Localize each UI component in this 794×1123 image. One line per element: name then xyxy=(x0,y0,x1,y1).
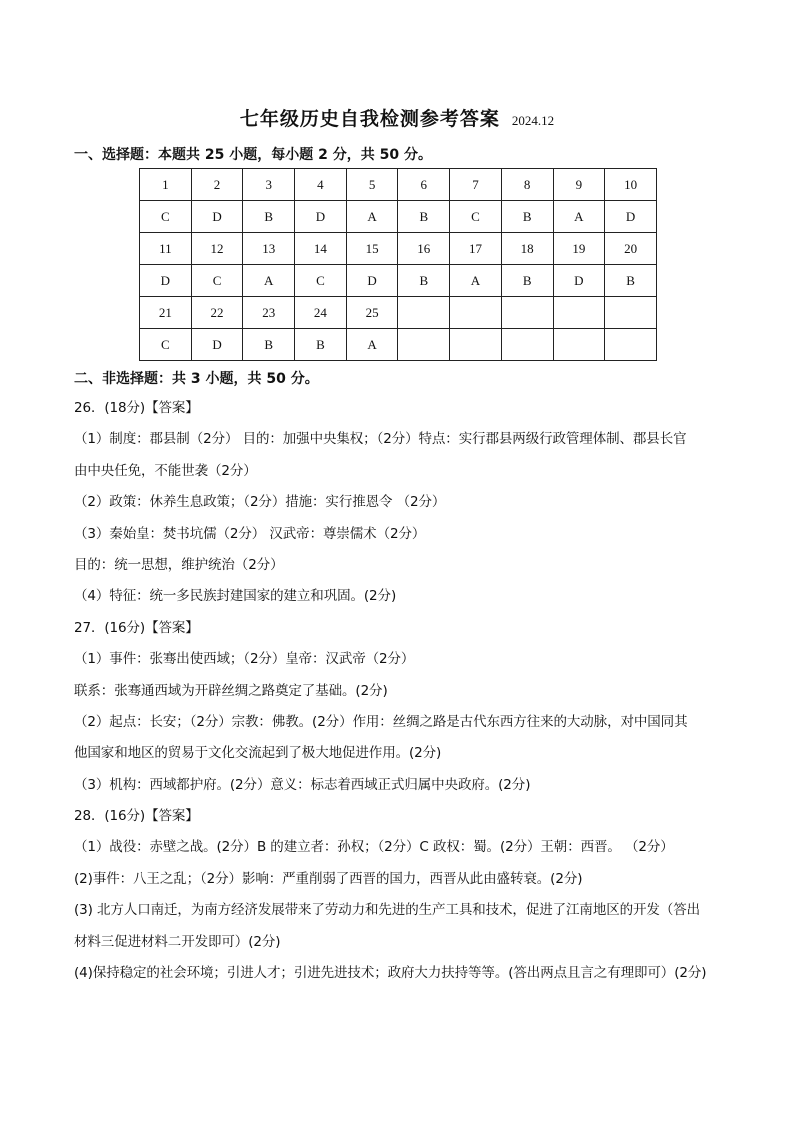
title-date: 2024.12 xyxy=(511,113,555,128)
table-cell: B xyxy=(501,201,553,233)
answer-line: （1）战役：赤壁之战。(2分）B 的建立者：孙权；（2分）C 政权：蜀。(2分）王朝：西晋。 （2分） xyxy=(74,839,674,856)
answer-line: (3) 北方人口南迁，为南方经济发展带来了劳动力和先进的生产工具和技术，促进了江南地区的开发（答出 xyxy=(74,902,701,919)
table-cell xyxy=(398,297,450,329)
table-cell: 18 xyxy=(501,233,553,265)
table-cell: 24 xyxy=(295,297,347,329)
table-cell: D xyxy=(295,201,347,233)
table-cell: 16 xyxy=(398,233,450,265)
page-title xyxy=(0,104,794,131)
table-cell: D xyxy=(140,265,192,297)
table-cell: D xyxy=(553,265,605,297)
table-cell: B xyxy=(243,329,295,361)
table-row xyxy=(140,265,657,297)
table-cell: 25 xyxy=(346,297,398,329)
table-cell: 22 xyxy=(191,297,243,329)
table-cell: 12 xyxy=(191,233,243,265)
table-cell: 11 xyxy=(140,233,192,265)
table-row xyxy=(140,297,657,329)
answer-line: (2)事件：八王之乱；（2分）影响：严重削弱了西晋的国力，西晋从此由盛转衰。(2分) xyxy=(74,870,583,887)
table-cell: A xyxy=(450,265,502,297)
answer-line: (4)保持稳定的社会环境；引进人才；引进先进技术；政府大力扶持等等。(答出两点且言之有理即可）(2分) xyxy=(74,965,707,982)
table-cell xyxy=(605,297,657,329)
table-cell: C xyxy=(295,265,347,297)
table-cell: 14 xyxy=(295,233,347,265)
table-row xyxy=(140,169,657,201)
table-cell: 21 xyxy=(140,297,192,329)
table-cell xyxy=(501,297,553,329)
table-cell: B xyxy=(398,265,450,297)
table-cell: A xyxy=(346,329,398,361)
answer-lines xyxy=(74,393,734,989)
table-cell: 3 xyxy=(243,169,295,201)
answer-line: 目的：统一思想，维护统治（2分） xyxy=(74,556,284,573)
table-cell: B xyxy=(501,265,553,297)
answer-line: 由中央任免，不能世袭（2分） xyxy=(74,462,257,479)
table-row xyxy=(140,201,657,233)
table-cell: 23 xyxy=(243,297,295,329)
table-cell: 15 xyxy=(346,233,398,265)
answer-line: （4）特征：统一多民族封建国家的建立和巩固。(2分) xyxy=(74,588,397,605)
table-cell: B xyxy=(295,329,347,361)
table-cell xyxy=(450,297,502,329)
answer-line: 26．(18分)【答案】 xyxy=(74,400,199,416)
answer-line: （3）机构：西域都护府。(2分）意义：标志着西域正式归属中央政府。(2分) xyxy=(74,776,531,793)
answer-line: （2）政策：休养生息政策；（2分）措施：实行推恩令 （2分） xyxy=(74,494,446,511)
answer-line: （1）事件：张骞出使西域；（2分）皇帝：汉武帝（2分） xyxy=(74,651,415,668)
table-cell: A xyxy=(243,265,295,297)
table-cell xyxy=(450,329,502,361)
table-cell: 4 xyxy=(295,169,347,201)
table-cell xyxy=(501,329,553,361)
table-cell: C xyxy=(450,201,502,233)
table-cell: 5 xyxy=(346,169,398,201)
table-cell: A xyxy=(346,201,398,233)
table-cell: C xyxy=(140,201,192,233)
table-cell: 2 xyxy=(191,169,243,201)
table-cell: 7 xyxy=(450,169,502,201)
answer-line: 材料三促进材料二开发即可）(2分) xyxy=(74,933,281,950)
table-row xyxy=(140,233,657,265)
table-cell: A xyxy=(553,201,605,233)
table-cell: B xyxy=(243,201,295,233)
section-2-heading: 二、非选择题：共 3 小题，共 50 分。 xyxy=(74,371,319,387)
table-cell: 20 xyxy=(605,233,657,265)
table-cell: D xyxy=(346,265,398,297)
answer-line: 他国家和地区的贸易于文化交流起到了极大地促进作用。(2分) xyxy=(74,745,442,762)
title-text: 七年级历史自我检测参考答案 xyxy=(239,108,500,130)
table-cell: B xyxy=(398,201,450,233)
table-cell: 13 xyxy=(243,233,295,265)
table-cell xyxy=(553,329,605,361)
table-cell: 10 xyxy=(605,169,657,201)
table-row xyxy=(140,329,657,361)
answer-line: （1）制度：郡县制（2分） 目的：加强中央集权；（2分）特点：实行郡县两级行政管理体制、郡县长官 xyxy=(74,431,687,448)
table-cell: 8 xyxy=(501,169,553,201)
answer-table xyxy=(139,168,657,361)
answer-line: （3）秦始皇：焚书坑儒（2分） 汉武帝：尊崇儒术（2分） xyxy=(74,525,426,542)
answer-line: 28．(16分)【答案】 xyxy=(74,808,199,825)
table-cell: D xyxy=(191,201,243,233)
table-cell: D xyxy=(605,201,657,233)
table-cell: 19 xyxy=(553,233,605,265)
table-cell xyxy=(553,297,605,329)
table-cell: 1 xyxy=(140,169,192,201)
table-cell: 9 xyxy=(553,169,605,201)
section-1-heading: 一、选择题：本题共 25 小题，每小题 2 分，共 50 分。 xyxy=(74,147,432,163)
table-cell: B xyxy=(605,265,657,297)
answer-line: 联系：张骞通西域为开辟丝绸之路奠定了基础。(2分) xyxy=(74,682,388,699)
table-cell: C xyxy=(140,329,192,361)
answer-line: 27．(16分)【答案】 xyxy=(74,619,199,636)
table-cell xyxy=(605,329,657,361)
table-cell: D xyxy=(191,329,243,361)
table-cell: C xyxy=(191,265,243,297)
answer-line: （2）起点：长安；（2分）宗教：佛教。(2分）作用：丝绸之路是古代东西方往来的大动脉，对中国同其 xyxy=(74,713,688,730)
table-cell xyxy=(398,329,450,361)
table-cell: 6 xyxy=(398,169,450,201)
table-cell: 17 xyxy=(450,233,502,265)
